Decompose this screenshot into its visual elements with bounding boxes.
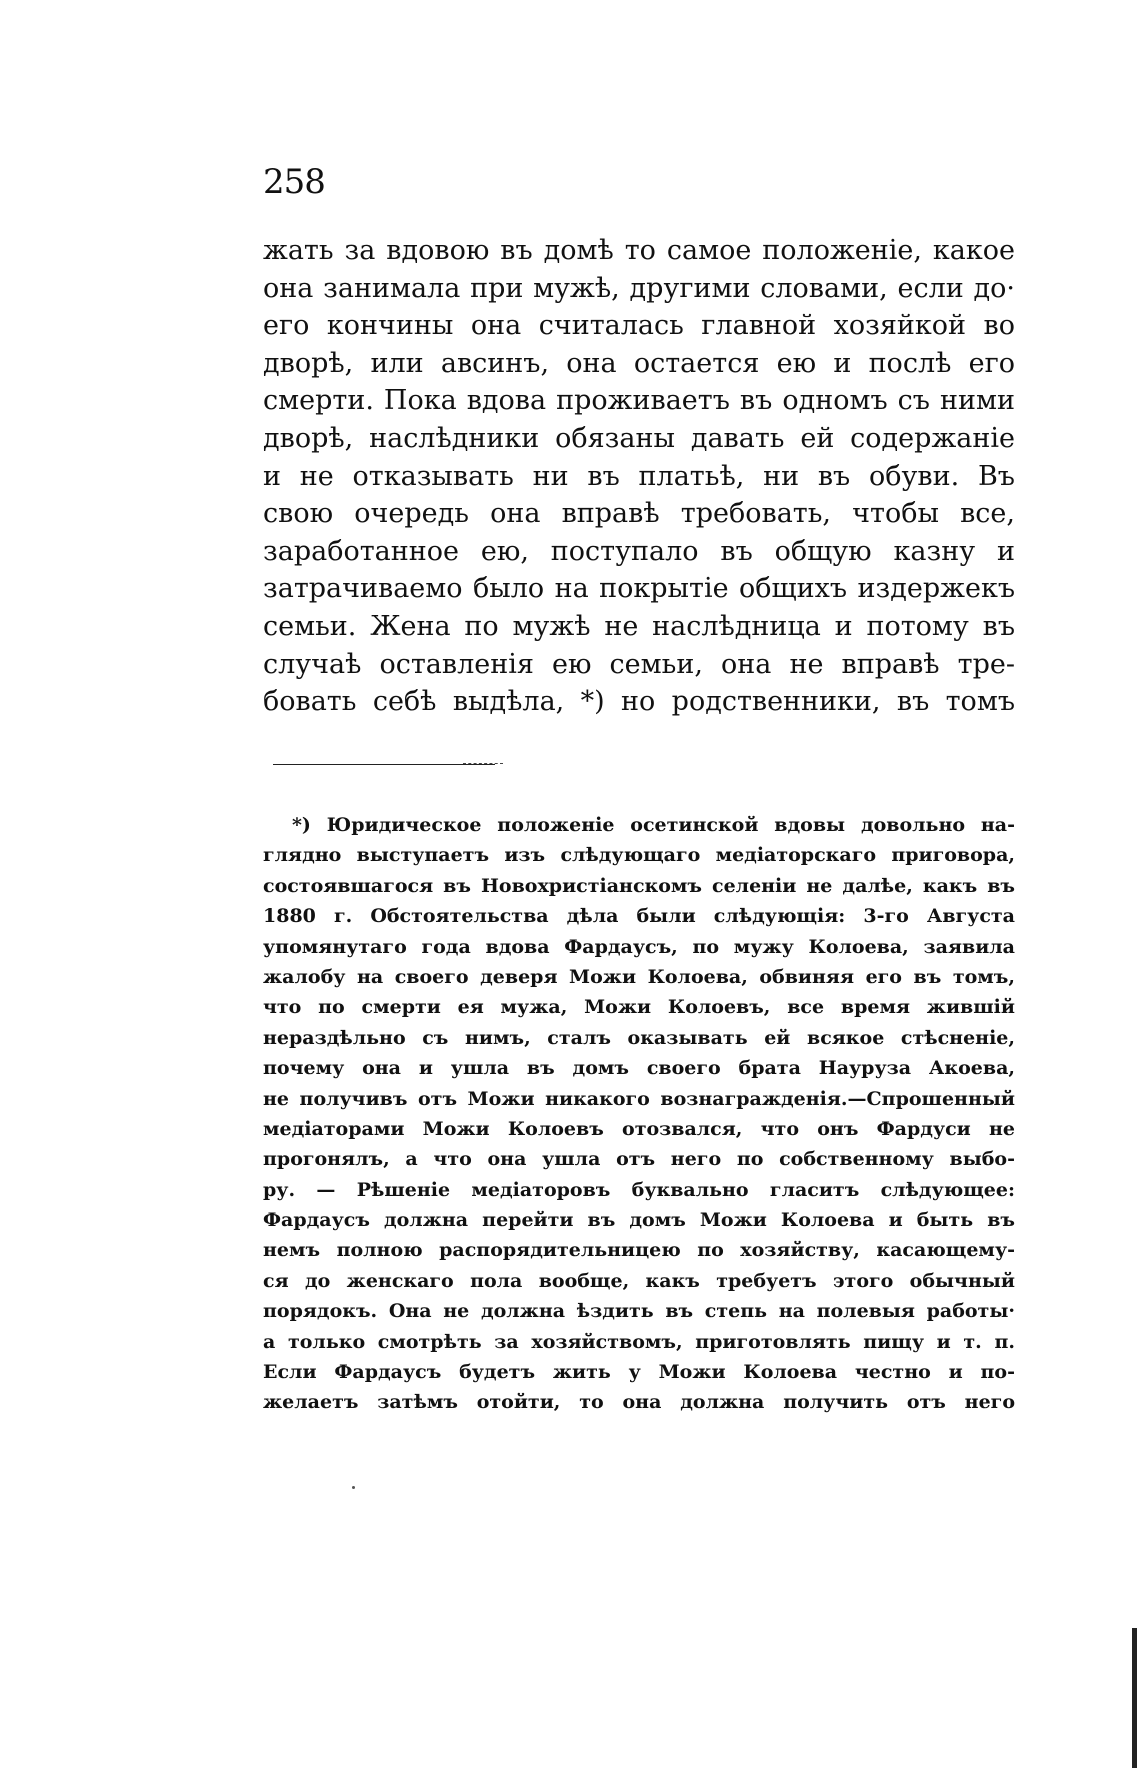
footnote-line: что по смерти ея мужа, Можи Колоевъ, все время жившiй bbox=[263, 996, 1015, 1019]
main-text-line: свою очередь она вправѣ требовать, чтобы все, bbox=[263, 498, 1015, 530]
main-text-line: бовать себѣ выдѣла, *) но родственники, въ томъ bbox=[263, 686, 1015, 718]
main-text-line: затрачиваемо было на покрытiе общихъ издержекъ bbox=[263, 573, 1015, 605]
main-text-line: его кончины она считалась главной хозяйкой во bbox=[263, 310, 1015, 342]
footnote-line: немъ полною распорядительницею по хозяйству, касающему- bbox=[263, 1239, 1015, 1262]
footnote-separator bbox=[273, 764, 495, 765]
footnote-line: ся до женскаго пола вообще, какъ требуетъ этого обычный bbox=[263, 1269, 1015, 1292]
main-text-line: семьи. Жена по мужѣ не наслѣдница и потому въ bbox=[263, 610, 1015, 642]
footnote-line: медiаторами Можи Колоевъ отозвался, что онъ Фардуси не bbox=[263, 1117, 1015, 1140]
footnote-line: порядокъ. Она не должна ѣздить въ степь на полевыя работы· bbox=[263, 1300, 1015, 1323]
page-number: 258 bbox=[263, 162, 325, 202]
scan-edge-mark bbox=[1132, 1628, 1137, 1768]
footnote-line: не получивъ отъ Можи никакого вознагражденiя.—Спрошенный bbox=[263, 1087, 1015, 1110]
footnote-line: а только смотрѣть за хозяйствомъ, приготовлять пищу и т. п. bbox=[263, 1330, 1015, 1353]
main-text-line: заработанное ею, поступало въ общую казну и bbox=[263, 535, 1015, 567]
main-text-line: жать за вдовою въ домѣ то самое положенiе, какое bbox=[263, 235, 1015, 266]
footnote-line: глядно выступаетъ изъ слѣдующаго медiаторскаго приговора, bbox=[263, 844, 1015, 867]
main-text-block bbox=[263, 232, 1015, 721]
footnote-line: *) Юридическое положенiе осетинской вдовы довольно на- bbox=[292, 814, 1015, 836]
footnote-line: состоявшагося въ Новохристiанскомъ селенiи не далѣе, какъ въ bbox=[263, 874, 1015, 897]
footnote-line: жалобу на своего деверя Можи Колоева, обвиняя его въ томъ, bbox=[263, 965, 1015, 988]
footnote-block bbox=[263, 810, 1015, 1418]
main-text-line: дворѣ, или авсинъ, она остается ею и послѣ его bbox=[263, 347, 1015, 379]
footnote-separator-tail bbox=[463, 763, 503, 764]
footnote-line: нераздѣльно съ нимъ, сталъ оказывать ей всякое стѣсненiе, bbox=[263, 1026, 1015, 1049]
paper-speck bbox=[352, 1486, 355, 1489]
footnote-line: прогонялъ, а что она ушла отъ него по собственному выбо- bbox=[263, 1148, 1015, 1171]
main-text-line: случаѣ оставленiя ею семьи, она не вправѣ тре- bbox=[263, 648, 1015, 680]
footnote-line: желаетъ затѣмъ отойти, то она должна получить отъ него bbox=[263, 1391, 1015, 1414]
footnote-line: Фардаусъ должна перейти въ домъ Можи Колоева и быть въ bbox=[263, 1209, 1015, 1232]
footnote-line: 1880 г. Обстоятельства дѣла были слѣдующiя: 3-го Августа bbox=[263, 905, 1015, 928]
main-text-line: дворѣ, наслѣдники обязаны давать ей содержанiе bbox=[263, 422, 1015, 454]
main-text-line: и не отказывать ни въ платьѣ, ни въ обуви. Въ bbox=[263, 460, 1015, 492]
footnote-line: Если Фардаусъ будетъ жить у Можи Колоева честно и по- bbox=[263, 1361, 1015, 1384]
footnote-line: упомянутаго года вдова Фардаусъ, по мужу Колоева, заявила bbox=[263, 935, 1015, 958]
main-text-line: она занимала при мужѣ, другими словами, если до· bbox=[263, 272, 1015, 304]
footnote-line: ру. — Рѣшенiе медiаторовъ буквально гласитъ слѣдующее: bbox=[263, 1178, 1015, 1201]
footnote-line: почему она и ушла въ домъ своего брата Науруза Акоева, bbox=[263, 1057, 1015, 1080]
main-text-line: смерти. Пока вдова проживаетъ въ одномъ съ ними bbox=[263, 385, 1015, 417]
